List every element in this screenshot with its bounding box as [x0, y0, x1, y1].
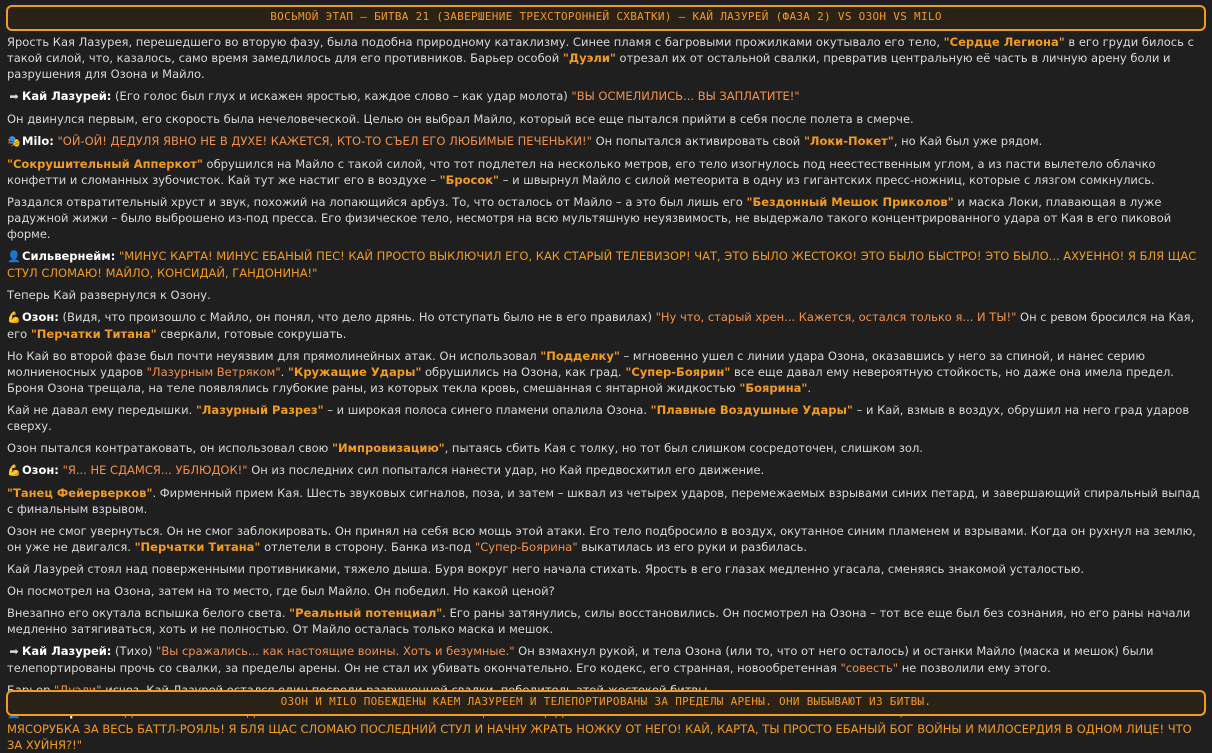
paragraph-9: 💪Озон: (Видя, что произошло с Майло, он понял, что дело дрянь. Но отступать было не в его правилах) "Ну что, старый хрен... Кажется, остался только я... И ТЫ!" Он с ревом бросился на Кая, его "Перчатки Титана" сверкали, готовые сокрушать.	[7, 310, 1195, 341]
highlight-spinning-strikes: "Кружащие Удары"	[287, 365, 422, 379]
quote-kai: "Вы сражались... как настоящие воины. Хоть и безумные."	[156, 644, 515, 658]
highlight-smooth-air-strikes: "Плавные Воздушные Удары"	[650, 403, 853, 417]
quote-silvername: "МИНУС КАРТА! МИНУС ЕБАНЫЙ ПЕС! КАЙ ПРОСТО ВЫКЛЮЧИЛ ЕГО, КАК СТАРЫЙ ТЕЛЕВИЗОР! ЧАТ, ЭТО БЫЛО ЖЕСТОКО! ЭТО БЫЛО БЫСТРО! ЭТО БЫЛО... АХУЕННО! Я БЛЯ ЩАС СТУЛ СЛОМАЮ! МАЙЛО, КОНСИДАЙ, ГАНДОНИНА!"	[7, 249, 1197, 280]
paragraph-1: Ярость Кая Лазурея, перешедшего во вторую фазу, была подобна природному катаклизму. Синее пламя с багровыми прожилками окутывало его тело, "Сердце Легиона" в его груди билось с такой силой, что, казалось, само время замедлилось для его противников. Барьер особой "Дуэли" отрезал их от остальной свалки, превратив центральную её часть в личную арену боли и разрушения для Озона и Майло.	[7, 35, 1194, 81]
quote-ozon: "Я... НЕ СДАМСЯ... УБЛЮДОК!"	[62, 463, 248, 477]
highlight-boyarin: "Боярина"	[739, 381, 808, 395]
highlight-loki-pocket: "Локи-Покет"	[803, 134, 894, 148]
highlight-super-boyarin: "Супер-Боярин"	[625, 365, 731, 379]
paragraph-14: "Танец Фейерверков". Фирменный прием Кая. Шесть звуковых сигналов, поза, и затем – шквал из четырех ударов, перемежаемых взрывами синих петард, и завершающий спиральный выпад с финальным взрывом.	[7, 486, 1200, 516]
speaker-kai: Кай Лазурей:	[22, 644, 112, 658]
highlight-titan-gloves: "Перчатки Титана"	[30, 327, 157, 341]
highlight-firework-dance: "Танец Фейерверков"	[7, 486, 153, 500]
speaker-milo: Milo:	[22, 134, 54, 148]
speaker-kai: Кай Лазурей:	[22, 89, 112, 103]
paragraph-10: Но Кай во второй фазе был почти неуязвим для прямолинейных атак. Он использовал "Подделку" – мгновенно ушел с линии удара Озона, оказавшись у него за спиной, и нанес серию молниеносных ударов "Лазурным Ветряком". "Кружащие Удары" обрушились на Озона, как град. "Супер-Боярин" все еще давал ему невероятную стойкость, но даже она имела предел. Броня Озона трещала, на теле появлялись глубокие раны, из которых текла кровь, смешанная с янтарной жидкостью "Боярина".	[7, 349, 1174, 395]
highlight-duel: "Дуэли"	[562, 51, 616, 65]
speaker-silvername: Сильвернейм:	[22, 249, 116, 263]
paragraph-19: ➡ Кай Лазурей: (Тихо) "Вы сражались... как настоящие воины. Хоть и безумные." Он взмахнул рукой, и тела Озона (или то, что от него осталось) и останки Майло (маска и мешок) были телепортированы прочь со свалки, за пределы арены. Он не стал их убивать окончательно. Его кодекс, его странная, новообретенная "совесть" не позволили ему этого.	[7, 644, 1154, 675]
quote-ozon: "Ну что, старый хрен... Кажется, остался только я... И ТЫ!"	[655, 310, 1017, 324]
arrow-right-icon: ➡	[9, 645, 19, 658]
quote-kai: "ВЫ ОСМЕЛИЛИСЬ... ВЫ ЗАПЛАТИТЕ!"	[571, 89, 800, 103]
mask-icon: 🎭	[7, 135, 21, 148]
paragraph-16: Кай Лазурей стоял над поверженными противниками, тяжело дыша. Буря вокруг него начала стихать. Ярость в его глазах медленно угасала, сменяясь знакомой усталостью.	[7, 562, 1084, 576]
quote-silvername: МЯСОРУБКА ЗА ВЕСЬ БАТТЛ-РОЯЛЬ! Я БЛЯ ЩАС СЛОМАЮ ПОСЛЕДНИЙ СТУЛ И НАЧНУ ЖРАТЬ НОЖКУ ОТ НЕГО! КАЙ, КАРТА, ТЫ ПРОСТО ЕБАНЫЙ БОГ ВОЙНЫ И МИЛОСЕРДИЯ В ОДНОМ ЛИЦЕ! ЧТО ЗА ХУЙНЯ?!"	[7, 722, 1192, 752]
arrow-right-icon: ➡	[9, 90, 19, 103]
highlight-bottomless-bag: "Бездонный Мешок Приколов"	[746, 195, 954, 209]
paragraph-13: 💪Озон: "Я... НЕ СДАМСЯ... УБЛЮДОК!" Он из последних сил попытался нанести удар, но Кай предвосхитил его движение.	[7, 463, 765, 477]
highlight-azure-windmill: "Лазурным Ветряком"	[146, 365, 281, 379]
paragraph-4: 🎭Milo: "ОЙ-ОЙ! ДЕДУЛЯ ЯВНО НЕ В ДУХЕ! КАЖЕТСЯ, КТО-ТО СЪЕЛ ЕГО ЛЮБИМЫЕ ПЕЧЕНЬКИ!" Он попытался активировать свой "Локи-Покет", но Кай был уже рядом.	[7, 134, 1043, 148]
highlight-uppercut: "Сокрушительный Апперкот"	[7, 157, 203, 171]
paragraph-17: Он посмотрел на Озона, затем на то место, где был Майло. Он победил. Но какой ценой?	[7, 584, 555, 598]
paragraph-18: Внезапно его окутала вспышка белого света. "Реальный потенциал". Его раны затянулись, силы восстановились. Он посмотрел на Озона – тот все еще был без сознания, но его раны начали медленно затягиваться, хоть и не полностью. От Майло осталась только маска и мешок.	[7, 606, 1191, 636]
highlight-throw: "Бросок"	[439, 173, 500, 187]
highlight-legion-heart: "Сердце Легиона"	[943, 35, 1065, 49]
user-icon: 👤	[7, 250, 21, 263]
highlight-super-boyarin: "Супер-Боярина"	[474, 540, 578, 554]
paragraph-3: Он двинулся первым, его скорость была нечеловеческой. Целью он выбрал Майло, который все еще пытался прийти в себя после полета в смерче.	[7, 112, 914, 126]
paragraph-12: Озон пытался контратаковать, он использовал свою "Импровизацию", пытаясь сбить Кая с толку, но тот был слишком сосредоточен, слишком зол.	[7, 441, 923, 455]
paragraph-2: ➡ Кай Лазурей: (Его голос был глух и искажен яростью, каждое слово – как удар молота) "ВЫ ОСМЕЛИЛИСЬ... ВЫ ЗАПЛАТИТЕ!"	[7, 88, 1207, 105]
paragraph-6: Раздался отвратительный хруст и звук, похожий на лопающийся арбуз. То, что осталось от Майло – а это был лишь его "Бездонный Мешок Приколов" и маска Локи, плавающая в луже радужной жижи – было выброшено из-под пресса. Его физическое тело, несмотря на всю мультяшную неуязвимость, не выдержало такого концентрированного удара от Кая в его пиковой форме.	[7, 195, 1172, 241]
flexed-arm-icon: 💪	[7, 464, 21, 477]
highlight-improvisation: "Импровизацию"	[332, 441, 445, 455]
highlight-azure-slash: "Лазурный Разрез"	[195, 403, 324, 417]
quote-milo: "ОЙ-ОЙ! ДЕДУЛЯ ЯВНО НЕ В ДУХЕ! КАЖЕТСЯ, КТО-ТО СЪЕЛ ЕГО ЛЮБИМЫЕ ПЕЧЕНЬКИ!"	[57, 134, 592, 148]
paragraph-8: Теперь Кай развернулся к Озону.	[7, 288, 211, 302]
speaker-ozon: Озон:	[22, 463, 59, 477]
paragraph-11: Кай не давал ему передышки. "Лазурный Разрез" – и широкая полоса синего пламени опалила Озона. "Плавные Воздушные Удары" – и Кай, взмыв в воздух, обрушил на него град ударов сверху.	[7, 403, 1190, 433]
highlight-conscience: "совесть"	[840, 661, 899, 675]
highlight-real-potential: "Реальный потенциал"	[289, 606, 443, 620]
stage-title-banner: ВОСЬМОЙ ЭТАП – БИТВА 21 (ЗАВЕРШЕНИЕ ТРЕХСТОРОННЕЙ СХВАТКИ) – КАЙ ЛАЗУРЕЙ (ФАЗА 2) VS ОЗОН VS MILO	[6, 5, 1206, 31]
paragraph-5: "Сокрушительный Апперкот" обрушился на Майло с такой силой, что тот подлетел на несколько метров, его тело изогнулось под неестественным углом, а из пасти вылетело облачко конфетти и сломанных зубочисток. Кай тут же настиг его в воздухе – "Бросок" – и швырнул Майло с силой метеорита в одну из гигантских пресс-ножниц, которые с лязгом сомкнулись.	[7, 157, 1156, 187]
flexed-arm-icon: 💪	[7, 311, 21, 324]
speaker-ozon: Озон:	[22, 310, 59, 324]
highlight-titan-gloves: "Перчатки Титана"	[134, 540, 261, 554]
result-banner: ОЗОН И MILO ПОБЕЖДЕНЫ КАЕМ ЛАЗУРЕЕМ И ТЕЛЕПОРТИРОВАНЫ ЗА ПРЕДЕЛЫ АРЕНЫ. ОНИ ВЫБЫВАЮТ ИЗ БИТВЫ.	[6, 690, 1206, 716]
paragraph-15: Озон не смог увернуться. Он не смог заблокировать. Он принял на себя всю мощь этой атаки. Его тело подбросило в воздух, окутанное синим пламенем и взрывами. Когда он рухнул на землю, он уже не двигался. "Перчатки Титана" отлетели в сторону. Банка из-под "Супер-Боярина" выкатилась из его руки и разбилась.	[7, 524, 1196, 554]
paragraph-7	[7, 248, 1207, 281]
highlight-fake: "Подделку"	[540, 349, 620, 363]
